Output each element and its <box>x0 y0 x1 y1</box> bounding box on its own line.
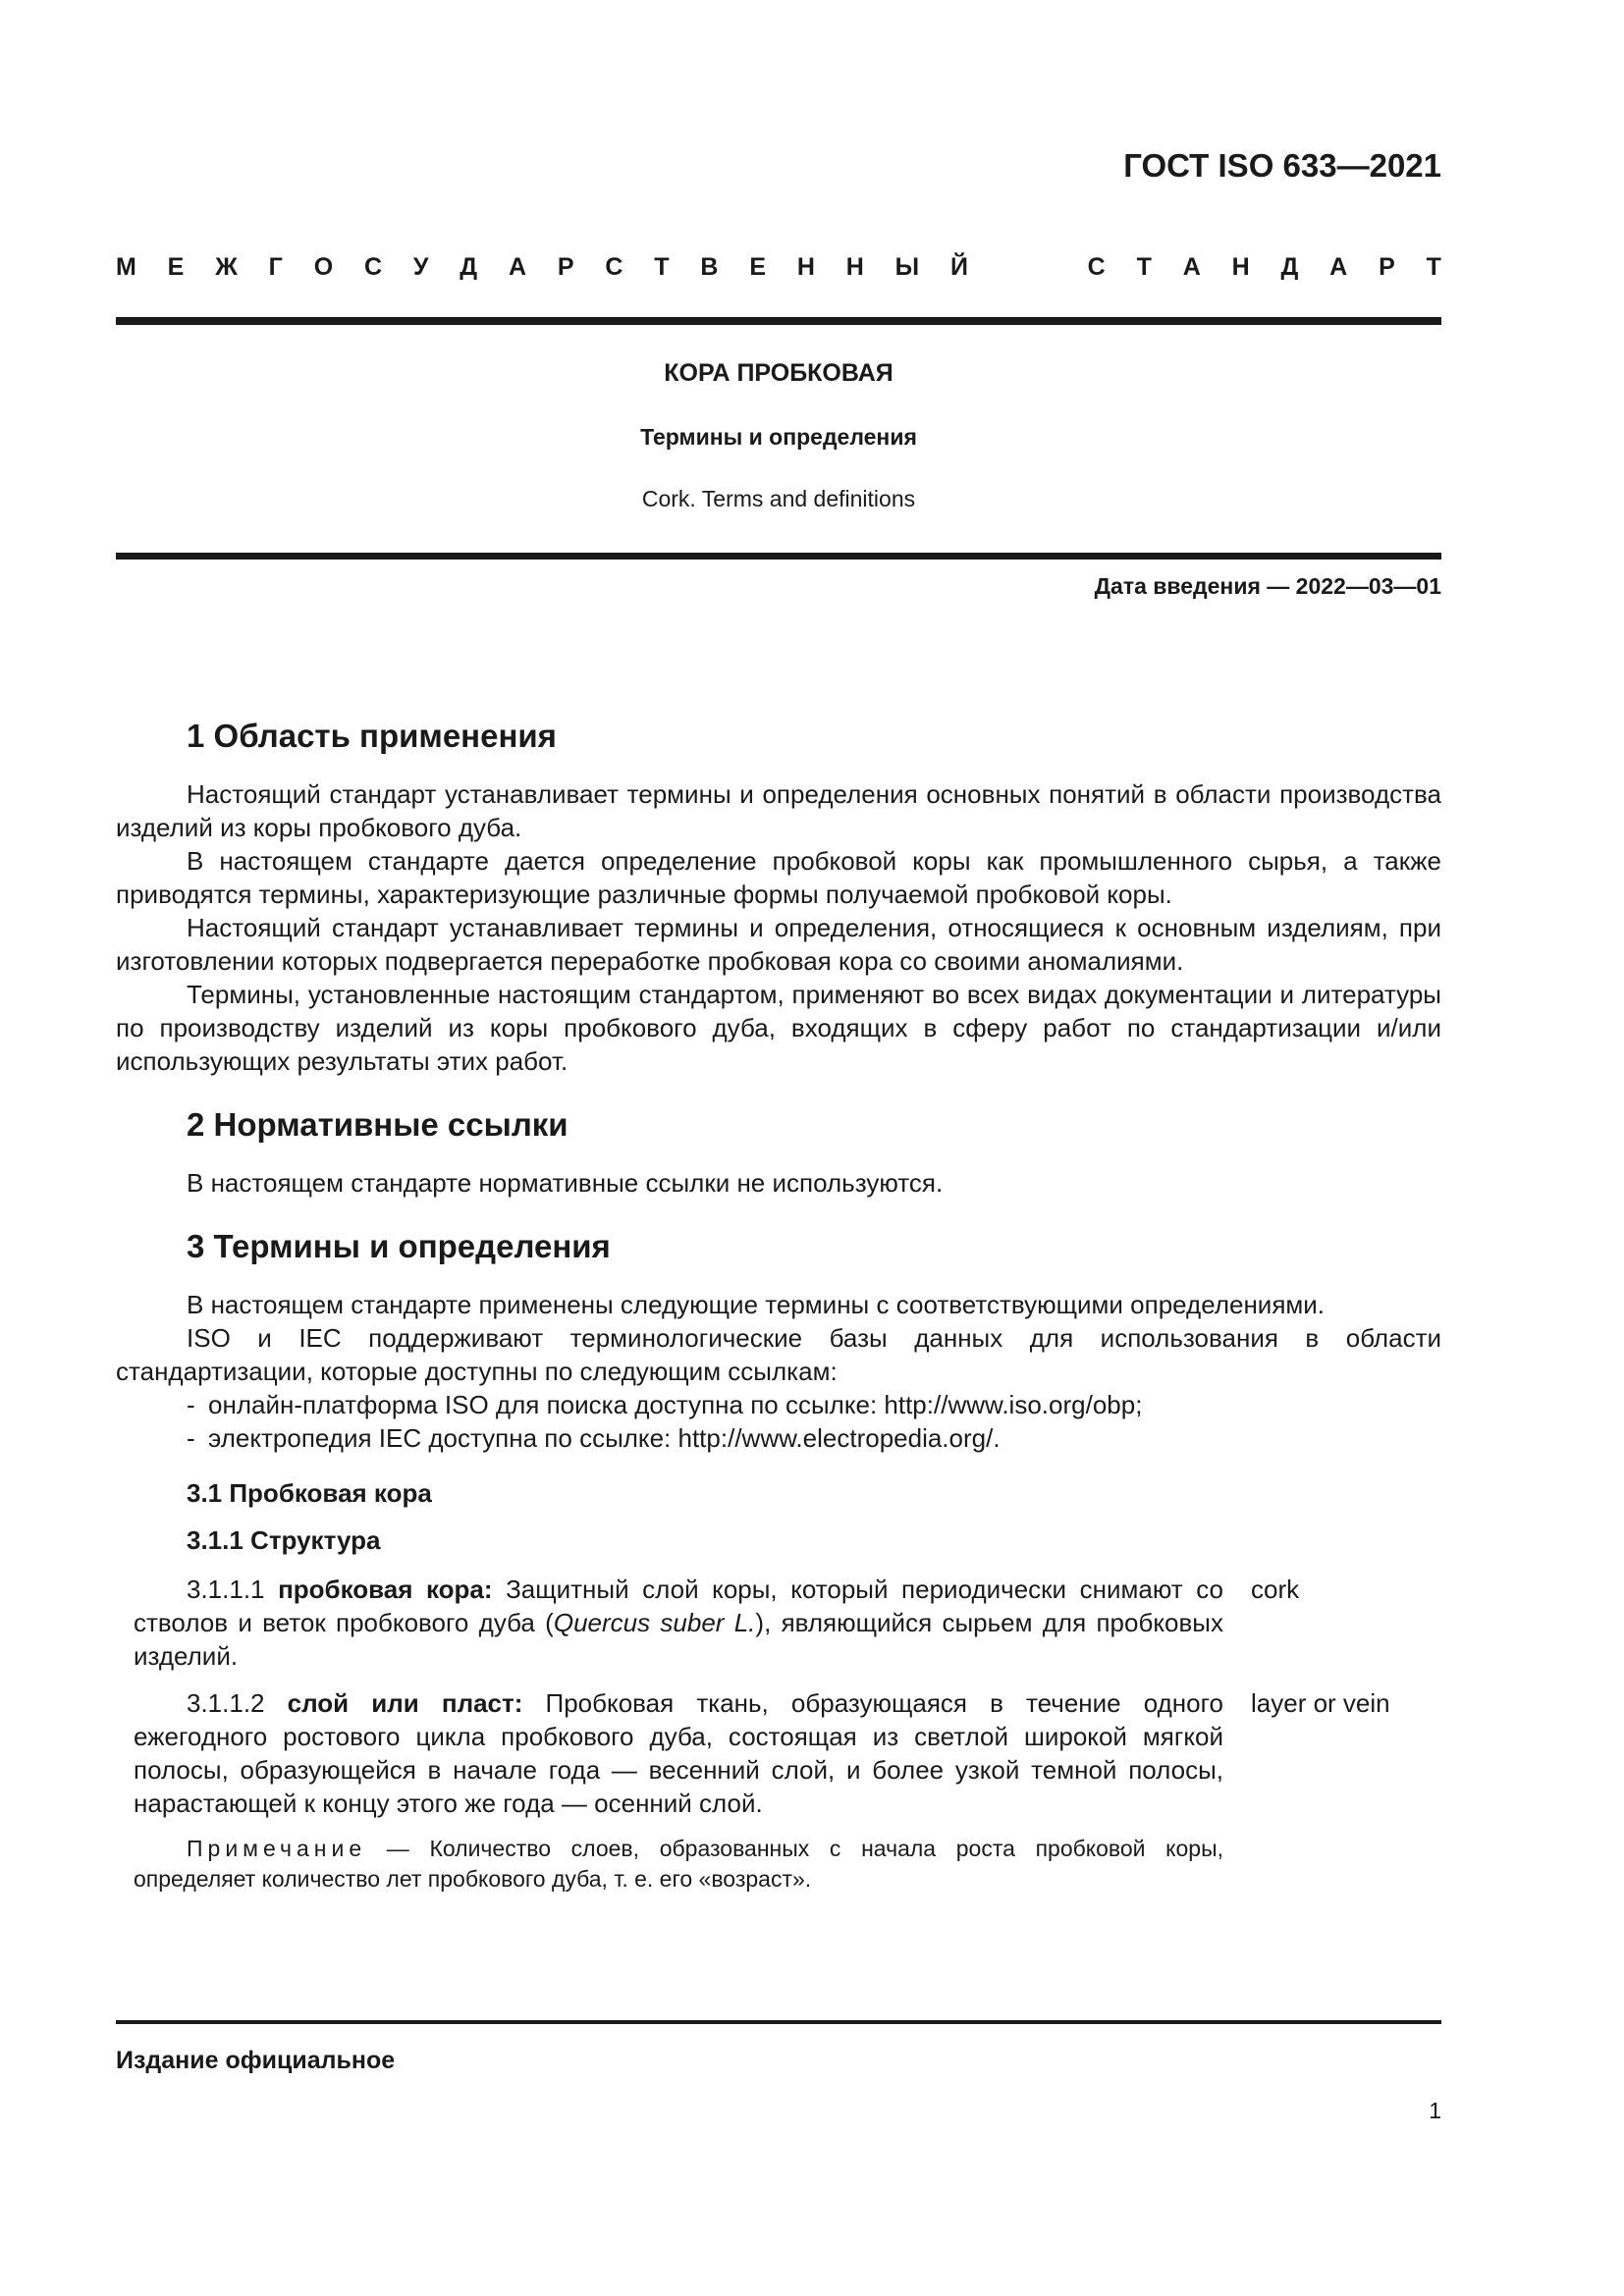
banner-letter: Н <box>845 253 864 281</box>
banner-letter: Д <box>1280 253 1299 281</box>
banner-letter: Т <box>1426 253 1441 281</box>
banner-word-gap <box>1000 253 1056 282</box>
section-2-paragraph: В настоящем стандарте нормативные ссылки не используются. <box>187 1168 944 1198</box>
section-1-paragraph: Настоящий стандарт устанавливает термины и определения основных понятий в области производства изделий из коры пробкового дуба. <box>116 779 1441 842</box>
banner-letter: Ы <box>894 253 920 281</box>
subsection-3-1-1-heading: 3.1.1 Структура <box>187 1525 381 1555</box>
section-1-paragraph: Термины, установленные настоящим стандартом, применяют во всех видах документации и литературы по производству изделий из коры пробкового дуба, входящих в сферу работ по стандартизации и/или использующих результаты этих работ. <box>116 980 1441 1076</box>
banner-letter: Е <box>749 253 767 281</box>
section-3-heading: 3 Термины и определения <box>187 1228 611 1264</box>
link-list-item: - онлайн-платформа ISO для поиска доступна по ссылке: http://www.iso.org/obp; <box>187 1390 1143 1419</box>
banner-letter: Н <box>796 253 815 281</box>
link-iso-obp: онлайн-платформа ISO для поиска доступна по ссылке: http://www.iso.org/obp; <box>208 1390 1143 1419</box>
subsection-3-1-heading: 3.1 Пробковая кора <box>187 1478 432 1508</box>
banner-letter: Р <box>557 253 574 281</box>
standard-type-banner <box>116 253 1441 282</box>
banner-letter: О <box>313 253 334 281</box>
banner-letter: У <box>412 253 429 281</box>
section-3-paragraph: В настоящем стандарте применены следующие термины с соответствующими определениями. <box>187 1290 1326 1319</box>
term-name: пробковая кора: <box>278 1575 493 1604</box>
banner-letter: В <box>700 253 719 281</box>
top-rule <box>116 317 1441 325</box>
section-1-paragraph: Настоящий стандарт устанавливает термины и определения, относящиеся к основным изделиям, при изготовлении которых подвергается переработке пробковая кора со своими аномалиями. <box>116 913 1441 976</box>
species-name: Quercus suber L. <box>553 1608 756 1637</box>
link-electropedia: электропедия IEC доступна по ссылке: http://www.electropedia.org/. <box>208 1423 1001 1453</box>
banner-letter: Р <box>1379 253 1395 281</box>
banner-letter: С <box>363 253 383 281</box>
banner-letter: Т <box>1136 253 1152 281</box>
term-definition-text: Пробковая ткань, образующаяся в течение одного ежегодного ростового цикла пробкового дуба, состоящая из светлой широкой мягкой полосы, образующейся в начале года — весенний слой, и более узкой темной полосы, нарастающей к концу этого же года — осенний слой. <box>134 1688 1223 1818</box>
document-title-english: Cork. Terms and definitions <box>641 486 916 511</box>
term-name: слой или пласт: <box>287 1688 523 1718</box>
banner-letter: Й <box>950 253 968 281</box>
banner-letter: Д <box>460 253 478 281</box>
banner-letter: Е <box>167 253 185 281</box>
banner-letter: С <box>1087 253 1106 281</box>
term-definition <box>134 1686 1223 1820</box>
banner-letter: Г <box>268 253 283 281</box>
introduction-date: Дата введения — 2022—03—01 <box>1094 573 1441 599</box>
standard-number: ГОСТ ISO 633—2021 <box>1123 147 1441 184</box>
section-1-paragraph: В настоящем стандарте дается определение пробковой коры как промышленного сырья, а также приводятся термины, характеризующие различные формы получаемой пробковой коры. <box>116 846 1441 909</box>
section-1-heading: 1 Область применения <box>187 718 557 754</box>
section-3-paragraph: ISO и IEC поддерживают терминологические базы данных для использования в области стандартизации, которые доступны по следующим ссылкам: <box>116 1323 1441 1386</box>
banner-letter: А <box>508 253 527 281</box>
page-number: 1 <box>1429 2098 1441 2123</box>
banner-letter: С <box>605 253 623 281</box>
footer-rule <box>116 2020 1441 2024</box>
link-list-item: - электропедия IEC доступна по ссылке: http://www.electropedia.org/. <box>187 1423 1001 1453</box>
term-number: 3.1.1.1 <box>187 1575 265 1604</box>
term-definition-text: ), являющийся сырьем для пробковых изделий. <box>134 1608 1223 1671</box>
document-title: КОРА ПРОБКОВАЯ <box>664 359 893 387</box>
term-entry <box>134 1686 1441 1820</box>
banner-letter: Т <box>654 253 670 281</box>
note-label: Примечание <box>187 1836 367 1861</box>
banner-letter: Н <box>1231 253 1250 281</box>
official-edition-label: Издание официальное <box>116 2047 396 2074</box>
banner-letter: А <box>1329 253 1348 281</box>
term-english-equivalent: cork <box>1251 1575 1300 1604</box>
note <box>134 1834 1223 1895</box>
term-number: 3.1.1.2 <box>187 1688 265 1718</box>
section-2-heading: 2 Нормативные ссылки <box>187 1106 568 1143</box>
banner-letter: М <box>116 253 136 281</box>
banner-letter: Ж <box>215 253 238 281</box>
title-rule <box>116 553 1441 560</box>
banner-letter: А <box>1182 253 1201 281</box>
term-english-equivalent: layer or vein <box>1251 1688 1390 1718</box>
document-subtitle: Термины и определения <box>640 424 917 450</box>
term-definition-text: Защитный слой коры, который периодически снимают со стволов и веток пробкового дуба ( <box>134 1575 1223 1637</box>
document-body <box>116 717 1441 1895</box>
term-entry <box>134 1573 1441 1673</box>
term-definition <box>134 1573 1223 1673</box>
note-text: — Количество слоев, образованных с начала роста пробковой коры, определяет количество лет пробкового дуба, т. е. его «возраст». <box>134 1836 1223 1892</box>
